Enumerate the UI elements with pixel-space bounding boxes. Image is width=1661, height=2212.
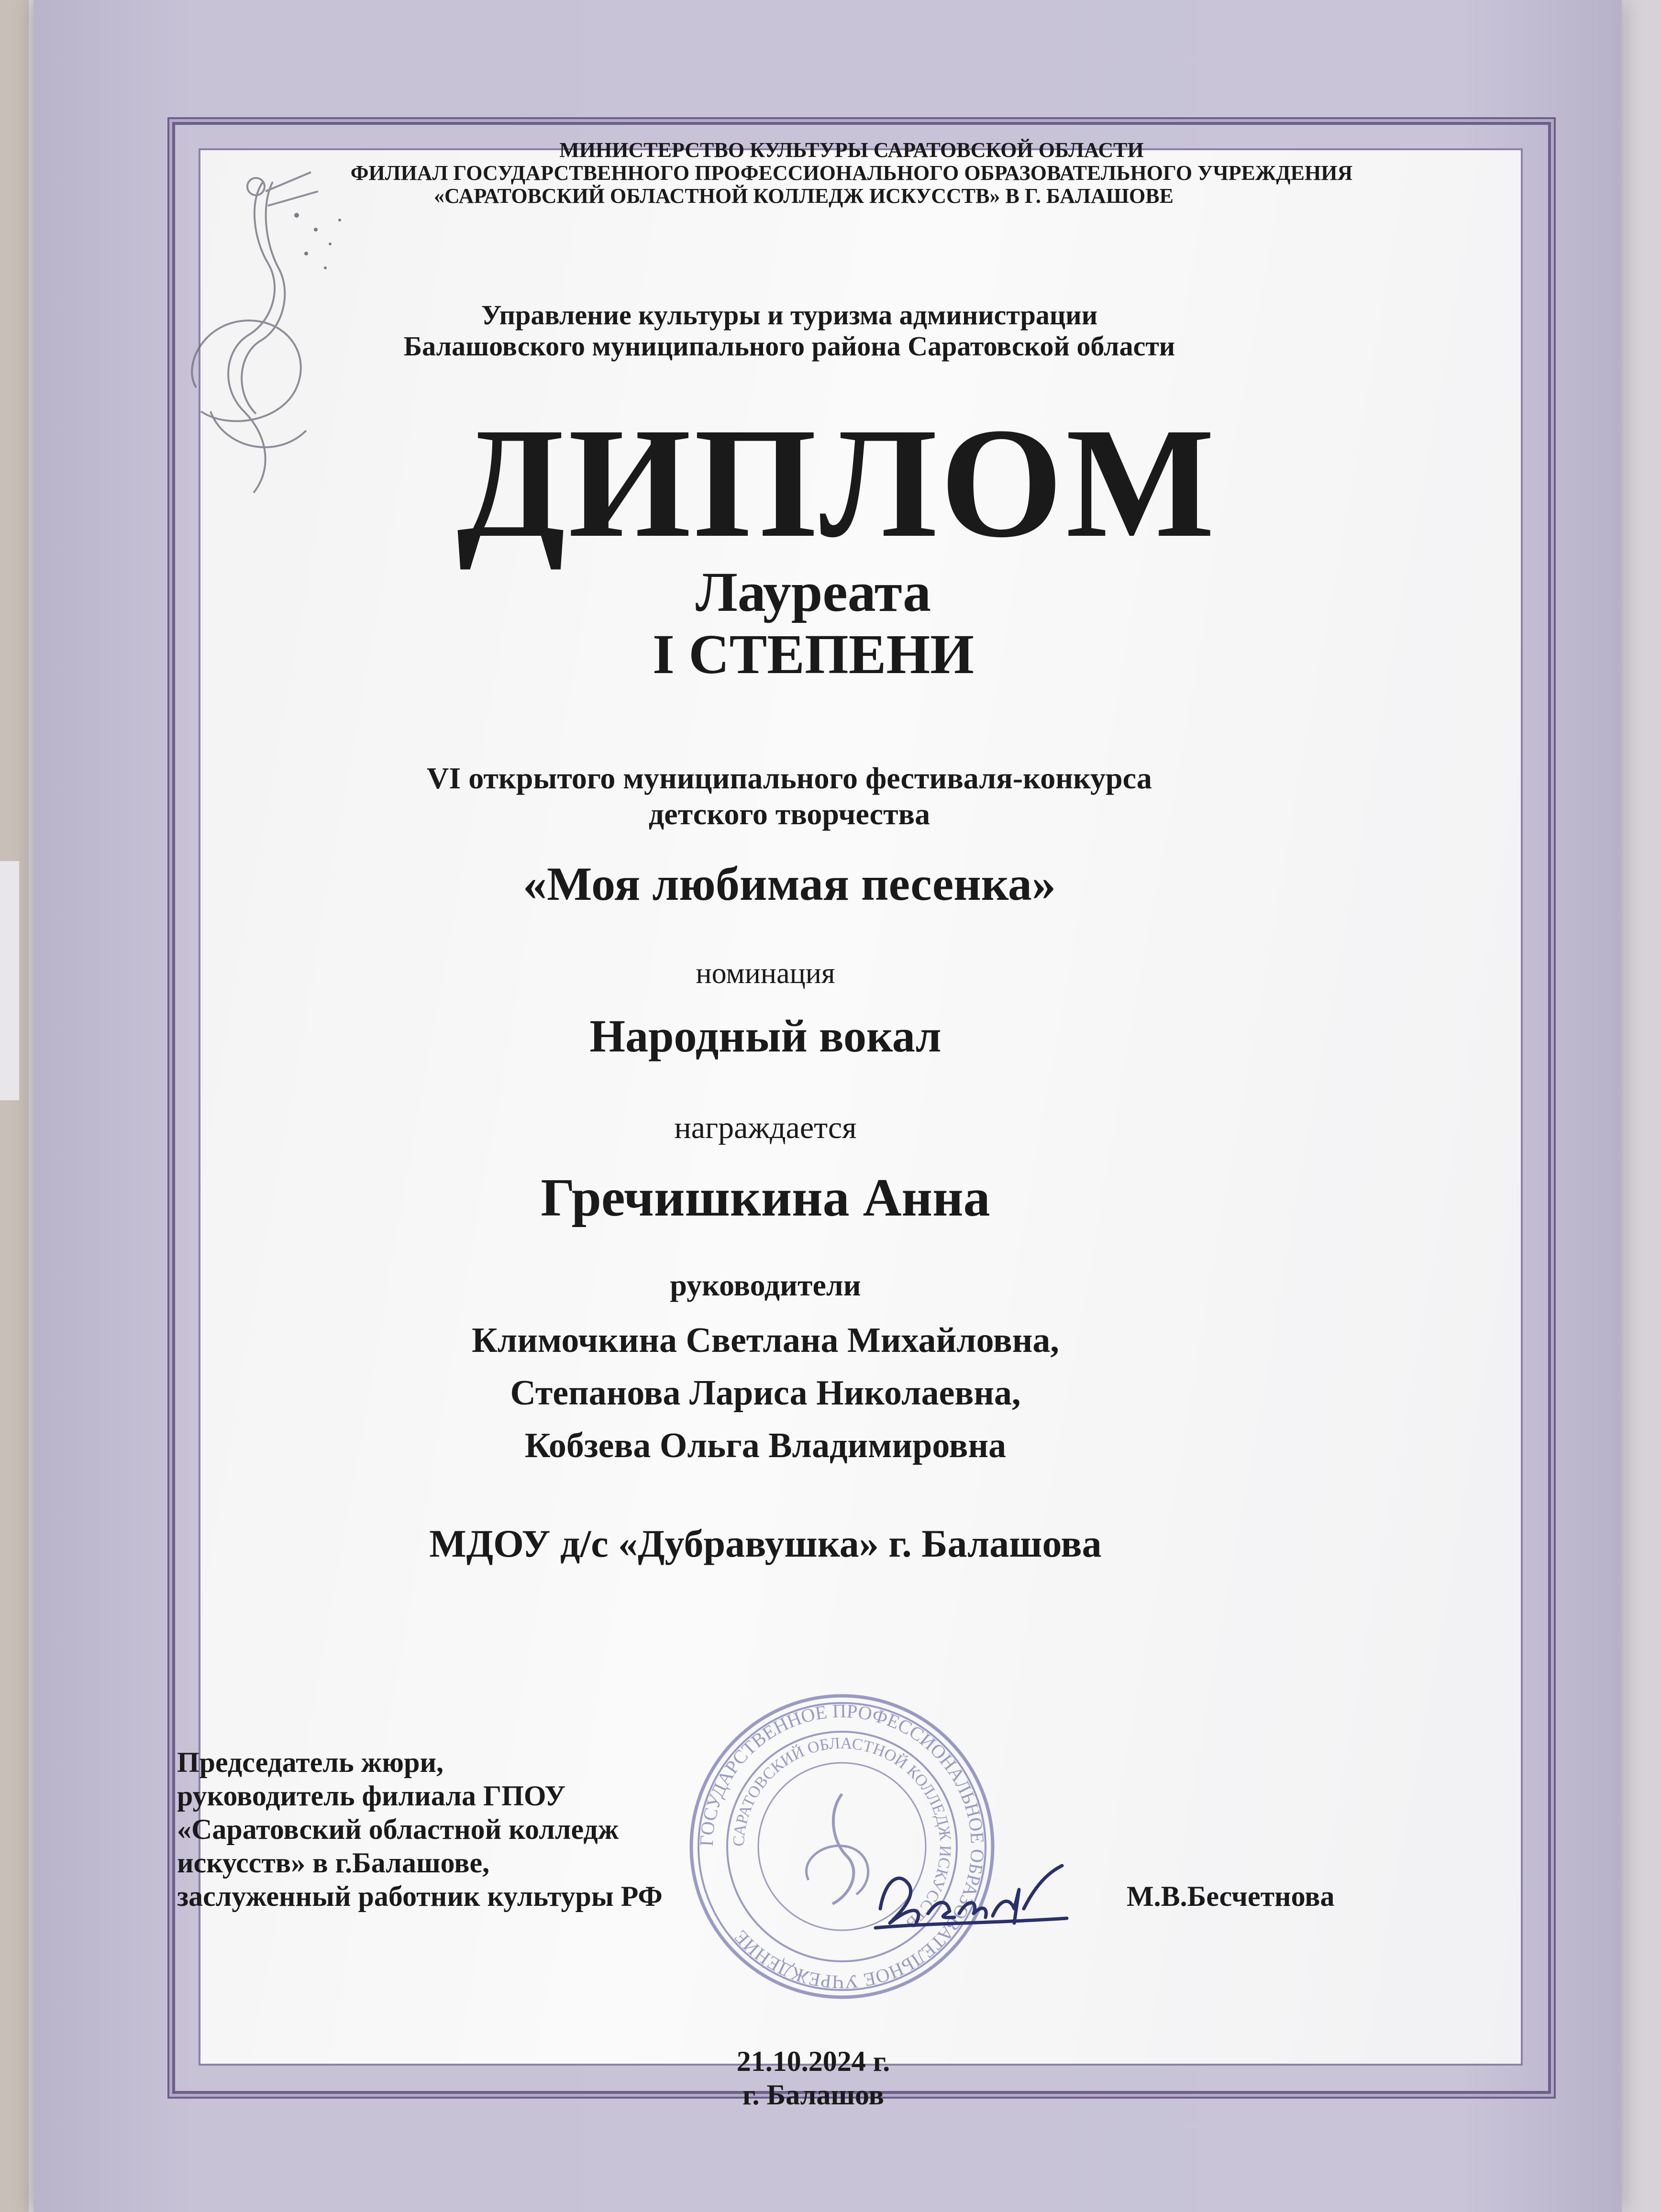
supervisor-name: Кобзева Ольга Владимировна (524, 1426, 1007, 1465)
branch-line: ФИЛИАЛ ГОСУДАРСТВЕННОГО ПРОФЕССИОНАЛЬНОГО ОБРАЗОВАТЕЛЬНОГО УЧРЕЖДЕНИЯ (350, 161, 1353, 185)
signatory-line: «Саратовский областной колледж (177, 1814, 619, 1845)
event-line-1: VI открытого муниципального фестиваля-конкурса (427, 761, 1152, 795)
coorganizer-line-2: Балашовского муниципального района Саратовской области (403, 331, 1175, 362)
college-line: «САРАТОВСКИЙ ОБЛАСТНОЙ КОЛЛЕДЖ ИСКУССТВ» В Г. БАЛАШОВЕ (434, 184, 1174, 208)
handwritten-signature (871, 1851, 1072, 1942)
event-name: «Моя любимая песенка» (523, 857, 1056, 910)
stamp-inner-text: САРАТОВСКИЙ ОБЛАСТНОЙ КОЛЛЕДЖ ИСКУССТВ (730, 1734, 954, 1932)
issue-city: г. Балашов (742, 2079, 884, 2111)
table-edge (0, 861, 19, 1100)
supervisor-name: Климочкина Светлана Михайловна, (472, 1321, 1059, 1360)
supervisors-label: руководители (670, 1268, 861, 1302)
recipient-name: Гречишкина Анна (541, 1168, 990, 1228)
institution: МДОУ д/с «Дубравушка» г. Балашова (429, 1522, 1102, 1565)
official-stamp (684, 1689, 1000, 2004)
recipient-label: награждается (674, 1110, 857, 1145)
signatory-line: руководитель филиала ГПОУ (177, 1780, 566, 1812)
event-line-2: детского творчества (648, 797, 930, 831)
signatory-line: заслуженный работник культуры РФ (177, 1880, 663, 1912)
signatory-line: Председатель жюри, (177, 1747, 444, 1778)
signatory-name: М.В.Бесчетнова (1127, 1880, 1335, 1912)
issue-date: 21.10.2024 г. (736, 2046, 890, 2077)
signatory-line: искусств» в г.Балашове, (177, 1847, 490, 1879)
nomination-label: номинация (696, 957, 835, 990)
diploma-title: ДИПЛОМ (456, 396, 1218, 570)
award-degree: I СТЕПЕНИ (652, 623, 974, 686)
stamp-ring-text: ГОСУДАРСТВЕННОЕ ПРОФЕССИОНАЛЬНОЕ ОБРАЗОВАТЕЛЬНОЕ УЧРЕЖДЕНИЕ (695, 1700, 989, 1993)
nomination-value: Народный вокал (589, 1010, 941, 1062)
supervisor-name: Степанова Лариса Николаевна, (510, 1373, 1021, 1413)
coorganizer-line-1: Управление культуры и туризма администрации (481, 299, 1098, 331)
award-line-1: Лауреата (695, 561, 931, 623)
ministry-line: МИНИСТЕРСТВО КУЛЬТУРЫ САРАТОВСКОЙ ОБЛАСТИ (559, 138, 1144, 162)
